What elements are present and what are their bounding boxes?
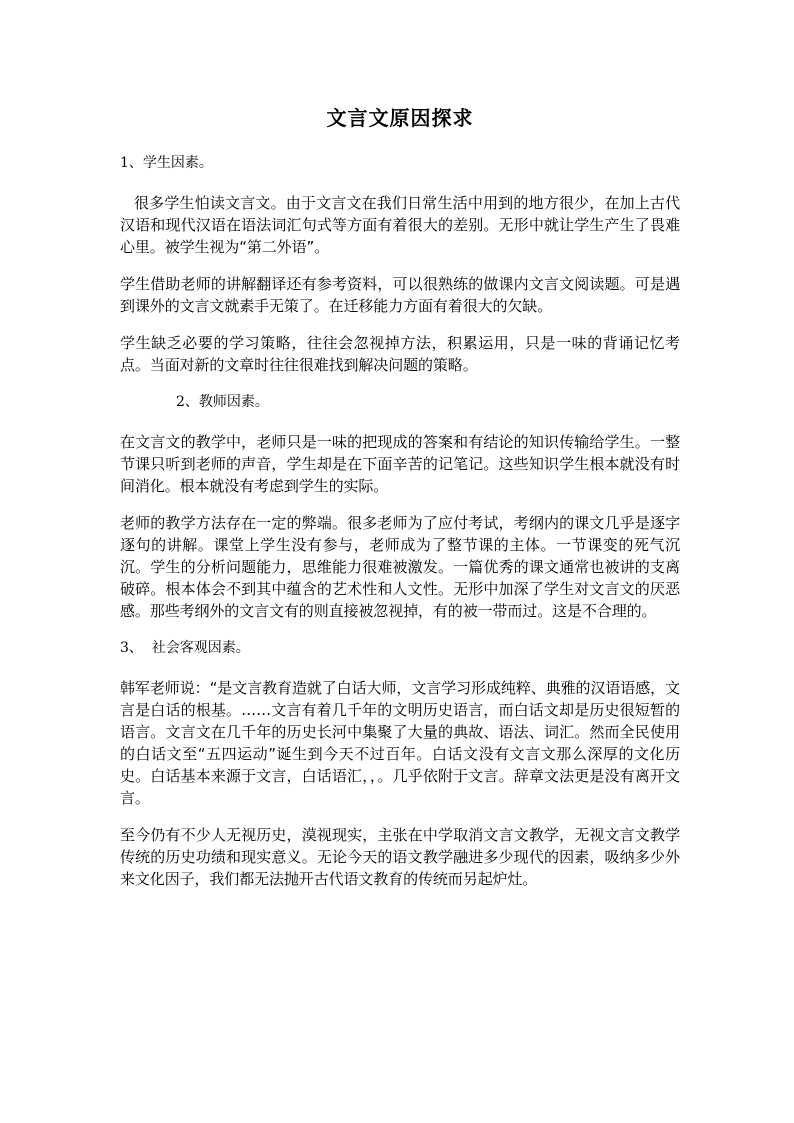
section-heading: 3、 社会客观因素。 xyxy=(120,640,250,656)
section-heading: 2、教师因素。 xyxy=(176,394,269,410)
section-student-factors xyxy=(120,152,680,376)
document-title: 文言文原因探求 xyxy=(326,106,474,130)
paragraph: 至今仍有不少人无视历史，漠视现实，主张在中学取消文言文教学，无视文言文教学传统的历史功绩和现实意义。无论今天的语文教学融进多少现代的因素，吸纳多少外来文化因子，我们都无法抛开古代语文教育的传统而另起炉灶。 xyxy=(120,826,680,888)
paragraph: 很多学生怕读文言文。由于文言文在我们日常生活中用到的地方很少，在加上古代汉语和现代汉语在语法词汇句式等方面有着很大的差别。无形中就让学生产生了畏难心里。被学生视为“第二外语”。 xyxy=(120,194,680,256)
paragraph: 韩军老师说：“是文言教育造就了白话大师，文言学习形成纯粹、典雅的汉语语感，文言是白话的根基。……文言有着几千年的文明历史语言，而白话文却是历史很短暂的语言。文言文在几千年的历史长河中集聚了大量的典故、语法、词汇。然而全民使用的白话文至“五四运动”诞生到今天不过百年。白话文没有文言文那么深厚的文化历史。白话基本来源于文言，白话语汇，，。几乎依附于文言。辞章文法更是没有离开文言。 xyxy=(120,679,680,807)
document-page xyxy=(120,104,680,905)
section-social-factors xyxy=(120,637,680,890)
paragraph: 学生缺乏必要的学习策略，往往会忽视掉方法，积累运用，只是一味的背诵记忆考点。当面对新的文章时往往很难找到解决问题的策略。 xyxy=(120,334,680,374)
paragraph: 在文言文的教学中，老师只是一味的把现成的答案和有结论的知识传输给学生。一整节课只听到老师的声音，学生却是在下面辛苦的记笔记。这些知识学生根本就没有时间消化。根本就没有考虑到学生的实际。 xyxy=(120,433,680,495)
paragraph: 老师的教学方法存在一定的弊端。很多老师为了应付考试，考纲内的课文几乎是逐字逐句的讲解。课堂上学生没有参与，老师成为了整节课的主体。一节课变的死气沉沉。学生的分析问题能力，思维能力很难被激发。一篇优秀的课文通常也被讲的支离破碎。根本体会不到其中蕴含的艺术性和人文性。无形中加深了学生对文言文的厌恶感。那些考纲外的文言文有的则直接被忽视掉，有的被一带而过。这是不合理的。 xyxy=(120,514,680,620)
paragraph: 学生借助老师的讲解翻译还有参考资料，可以很熟练的做课内文言文阅读题。可是遇到课外的文言文就素手无策了。在迁移能力方面有着很大的欠缺。 xyxy=(120,275,680,315)
section-heading: 1、学生因素。 xyxy=(120,155,213,171)
section-teacher-factors xyxy=(120,391,680,622)
